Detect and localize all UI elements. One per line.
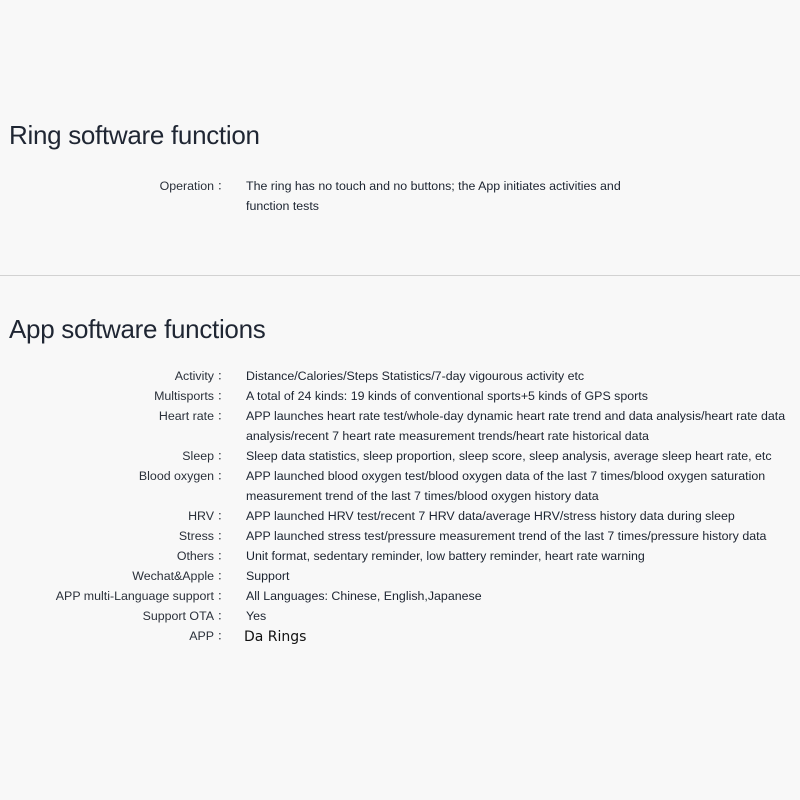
spec-colon: ： [217,469,230,483]
spec-row-blood-oxygen [0,466,800,506]
spec-value: A total of 24 kinds: 19 kinds of conventional sports+5 kinds of GPS sports [246,389,648,403]
spec-label: HRV [188,509,214,523]
spec-colon: ： [217,389,230,403]
spec-row-multisports [0,386,800,406]
spec-label: Wechat&Apple [132,569,214,583]
spec-value: Distance/Calories/Steps Statistics/7-day vigourous activity etc [246,369,585,383]
section-divider [0,275,800,276]
spec-colon: ： [217,569,230,583]
spec-colon: ： [217,629,230,643]
spec-row-app [0,626,800,648]
spec-value: The ring has no touch and no buttons; the App initiates activities and function tests [246,179,621,213]
spec-label: Others [176,549,214,563]
spec-row-operation [0,176,800,216]
spec-colon: ： [217,529,230,543]
spec-label: Activity [174,369,214,383]
spec-label: Heart rate [158,409,214,423]
spec-colon: ： [217,549,230,563]
spec-value: APP launches heart rate test/whole-day dynamic heart rate trend and data analysis/heart rate data analysis/recent 7 heart rate measurement trends/heart rate historical data [246,409,786,443]
spec-row-others [0,546,800,566]
spec-row-language-support [0,586,800,606]
spec-value: Support [246,569,290,583]
spec-value: All Languages: Chinese, English,Japanese [246,589,482,603]
spec-label: Sleep [182,449,214,463]
spec-label: APP [189,629,214,643]
spec-value: Sleep data statistics, sleep proportion, sleep score, sleep analysis, average sleep heart rate, etc [246,449,772,463]
spec-colon: ： [217,449,230,463]
spec-colon: ： [217,609,230,623]
spec-label: Stress [178,529,214,543]
spec-label: Multisports [154,389,214,403]
spec-value: APP launched blood oxygen test/blood oxygen data of the last 7 times/blood oxygen saturation measurement trend of the last 7 times/blood oxygen history data [246,469,766,503]
spec-row-activity [0,366,800,386]
spec-value: APP launched stress test/pressure measurement trend of the last 7 times/pressure history data [246,529,767,543]
app-spec-list [0,366,800,648]
spec-row-heart-rate [0,406,800,446]
spec-colon: ： [217,409,230,423]
spec-colon: ： [217,179,230,193]
spec-value: Yes [246,609,267,623]
spec-colon: ： [217,589,230,603]
spec-row-stress [0,526,800,546]
spec-value: APP launched HRV test/recent 7 HRV data/average HRV/stress history data during sleep [246,509,735,523]
spec-colon: ： [217,509,230,523]
spec-label: Blood oxygen [138,469,214,483]
ring-spec-list [0,176,800,216]
spec-colon: ： [217,369,230,383]
spec-label: Operation [159,179,214,193]
app-section-title: App software functions [9,314,266,344]
spec-label: APP multi-Language support [55,589,214,603]
spec-label: Support OTA [142,609,214,623]
spec-value: Unit format, sedentary reminder, low battery reminder, heart rate warning [246,549,645,563]
spec-row-ota [0,606,800,626]
ring-section-title: Ring software function [9,120,260,150]
spec-row-sleep [0,446,800,466]
spec-value-app-name: Da Rings [244,629,307,645]
spec-row-wechat-apple [0,566,800,586]
spec-row-hrv [0,506,800,526]
